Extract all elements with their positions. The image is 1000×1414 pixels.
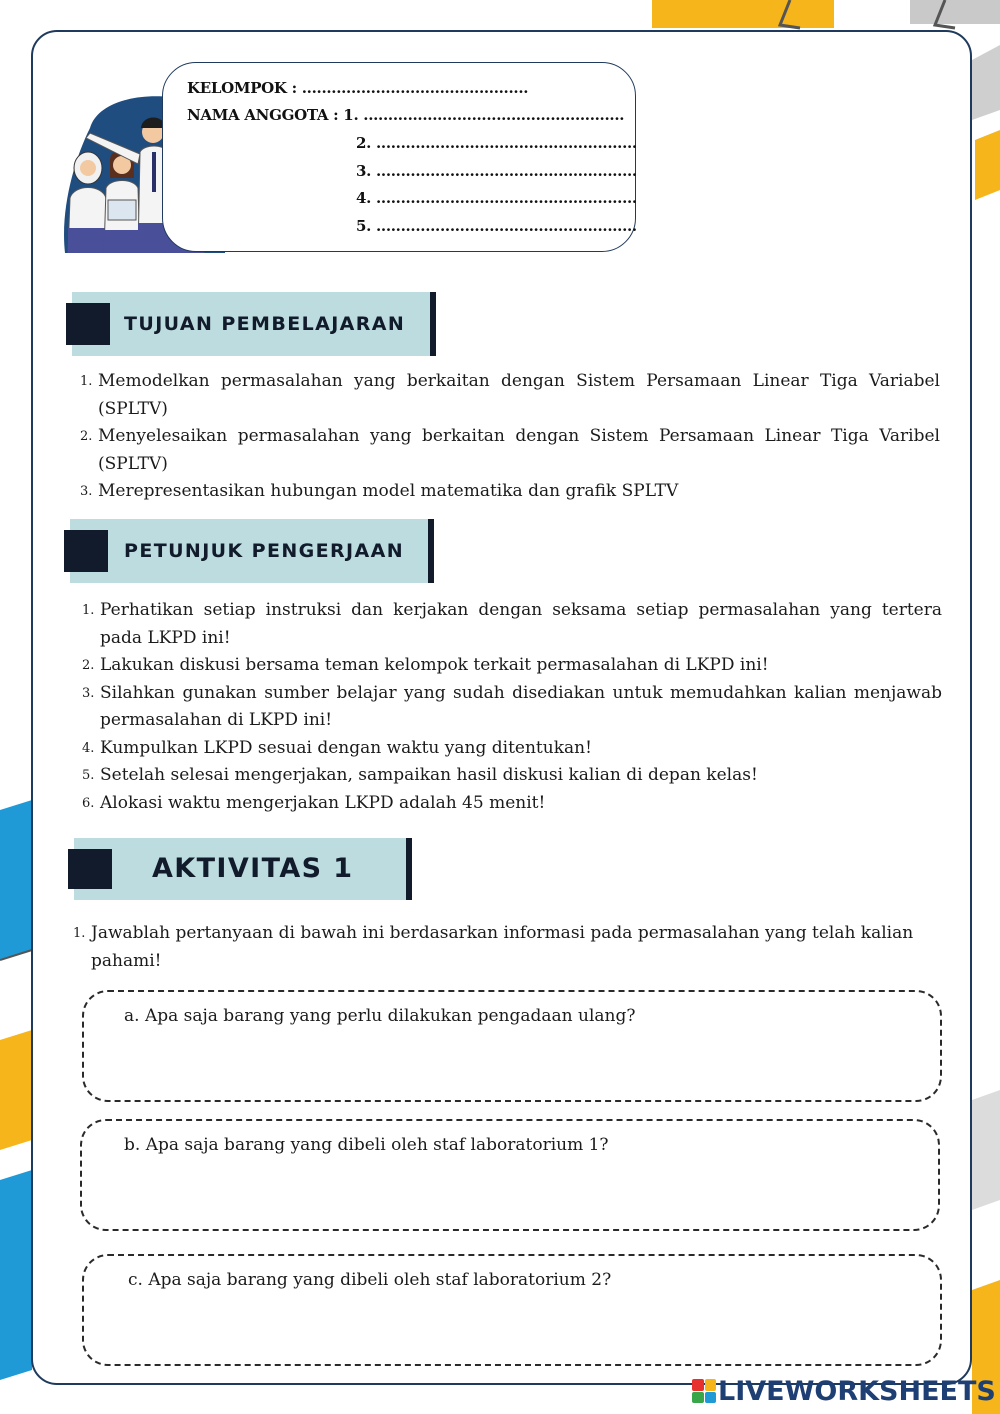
list-text: Setelah selesai mengerjakan, sampaikan hasil diskusi kalian di depan kelas! xyxy=(100,765,758,785)
list-item xyxy=(82,735,942,763)
section-title: PETUNJUK PENGERJAAN xyxy=(124,540,405,562)
tujuan-list xyxy=(80,368,940,506)
deco-gray-bottom xyxy=(972,1090,1000,1210)
list-number: 1. xyxy=(73,926,86,941)
list-number: 6. xyxy=(82,795,95,811)
member-field[interactable]: 5. ..................................................... xyxy=(356,217,637,235)
list-number: 3. xyxy=(80,484,93,499)
section-title: TUJUAN PEMBELAJARAN xyxy=(124,313,406,335)
list-item xyxy=(82,680,942,735)
deco-blue-left-1 xyxy=(0,800,32,960)
liveworksheets-logo[interactable] xyxy=(692,1374,996,1408)
brand-text: LIVEWORKSHEETS xyxy=(718,1375,996,1407)
liveworksheets-icon xyxy=(692,1379,716,1403)
list-item xyxy=(82,597,942,652)
question-text: c. Apa saja barang yang dibeli oleh staf laboratorium 2? xyxy=(128,1270,612,1290)
deco-blue-left-2 xyxy=(0,1170,32,1380)
list-number: 2. xyxy=(80,429,93,444)
list-item xyxy=(73,920,953,975)
deco-yellow-top xyxy=(652,0,834,28)
list-text: Perhatikan setiap instruksi dan kerjakan dengan seksama setiap permasalahan yang tertera pada LKPD ini! xyxy=(100,600,942,648)
list-text: Merepresentasikan hubungan model matematika dan grafik SPLTV xyxy=(98,481,679,501)
section-square-icon xyxy=(64,530,108,572)
deco-yellow-right xyxy=(975,130,1000,200)
member-field[interactable]: 2. ..................................................... xyxy=(356,134,637,152)
aktivitas-instruction xyxy=(73,920,953,975)
question-text: a. Apa saja barang yang perlu dilakukan pengadaan ulang? xyxy=(124,1006,636,1026)
list-text: Kumpulkan LKPD sesuai dengan waktu yang ditentukan! xyxy=(100,737,592,758)
kelompok-field[interactable]: KELOMPOK : .............................................. xyxy=(187,79,529,97)
list-number: 1. xyxy=(80,374,93,389)
answer-box-b[interactable] xyxy=(80,1119,940,1231)
section-petunjuk-header xyxy=(64,519,434,583)
list-item xyxy=(80,423,940,478)
deco-gray-top xyxy=(910,0,1000,24)
list-text: Memodelkan permasalahan yang berkaitan dengan Sistem Persamaan Linear Tiga Variabel (SPLTV) xyxy=(98,371,940,419)
section-square-icon xyxy=(68,849,112,889)
list-number: 3. xyxy=(82,685,95,701)
list-number: 1. xyxy=(82,603,95,618)
deco-yellow-left xyxy=(0,1030,32,1150)
list-text: Lakukan diskusi bersama teman kelompok terkait permasalahan di LKPD ini! xyxy=(100,655,769,675)
list-item xyxy=(82,652,942,680)
list-text: Jawablah pertanyaan di bawah ini berdasarkan informasi pada permasalahan yang telah kalian pahami! xyxy=(91,923,914,971)
member-field[interactable]: 3. ..................................................... xyxy=(356,162,637,180)
section-aktivitas-header xyxy=(68,838,408,900)
list-number: 2. xyxy=(82,658,95,673)
list-text: Menyelesaikan permasalahan yang berkaitan dengan Sistem Persamaan Linear Tiga Varibel (SPLTV) xyxy=(98,426,940,474)
list-item xyxy=(80,368,940,423)
answer-box-c[interactable] xyxy=(82,1254,942,1366)
section-square-icon xyxy=(66,303,110,345)
petunjuk-list xyxy=(82,597,942,817)
deco-gray-right xyxy=(972,45,1000,120)
member-field[interactable]: 4. ..................................................... xyxy=(356,189,637,207)
list-item xyxy=(80,478,940,506)
list-item xyxy=(82,762,942,790)
answer-box-a[interactable] xyxy=(82,990,942,1102)
list-item xyxy=(82,790,942,818)
list-text: Silahkan gunakan sumber belajar yang sudah disediakan untuk memudahkan kalian menjawab permasalahan di LKPD ini! xyxy=(100,682,942,730)
list-number: 4. xyxy=(82,740,95,756)
question-text: b. Apa saja barang yang dibeli oleh staf laboratorium 1? xyxy=(124,1135,609,1155)
section-title: AKTIVITAS 1 xyxy=(152,853,354,884)
nama-anggota-field[interactable]: NAMA ANGGOTA : 1. ..................................................... xyxy=(187,106,625,124)
list-text: Alokasi waktu mengerjakan LKPD adalah 45 menit! xyxy=(100,792,546,813)
list-number: 5. xyxy=(82,768,95,783)
section-tujuan-header xyxy=(66,292,436,356)
